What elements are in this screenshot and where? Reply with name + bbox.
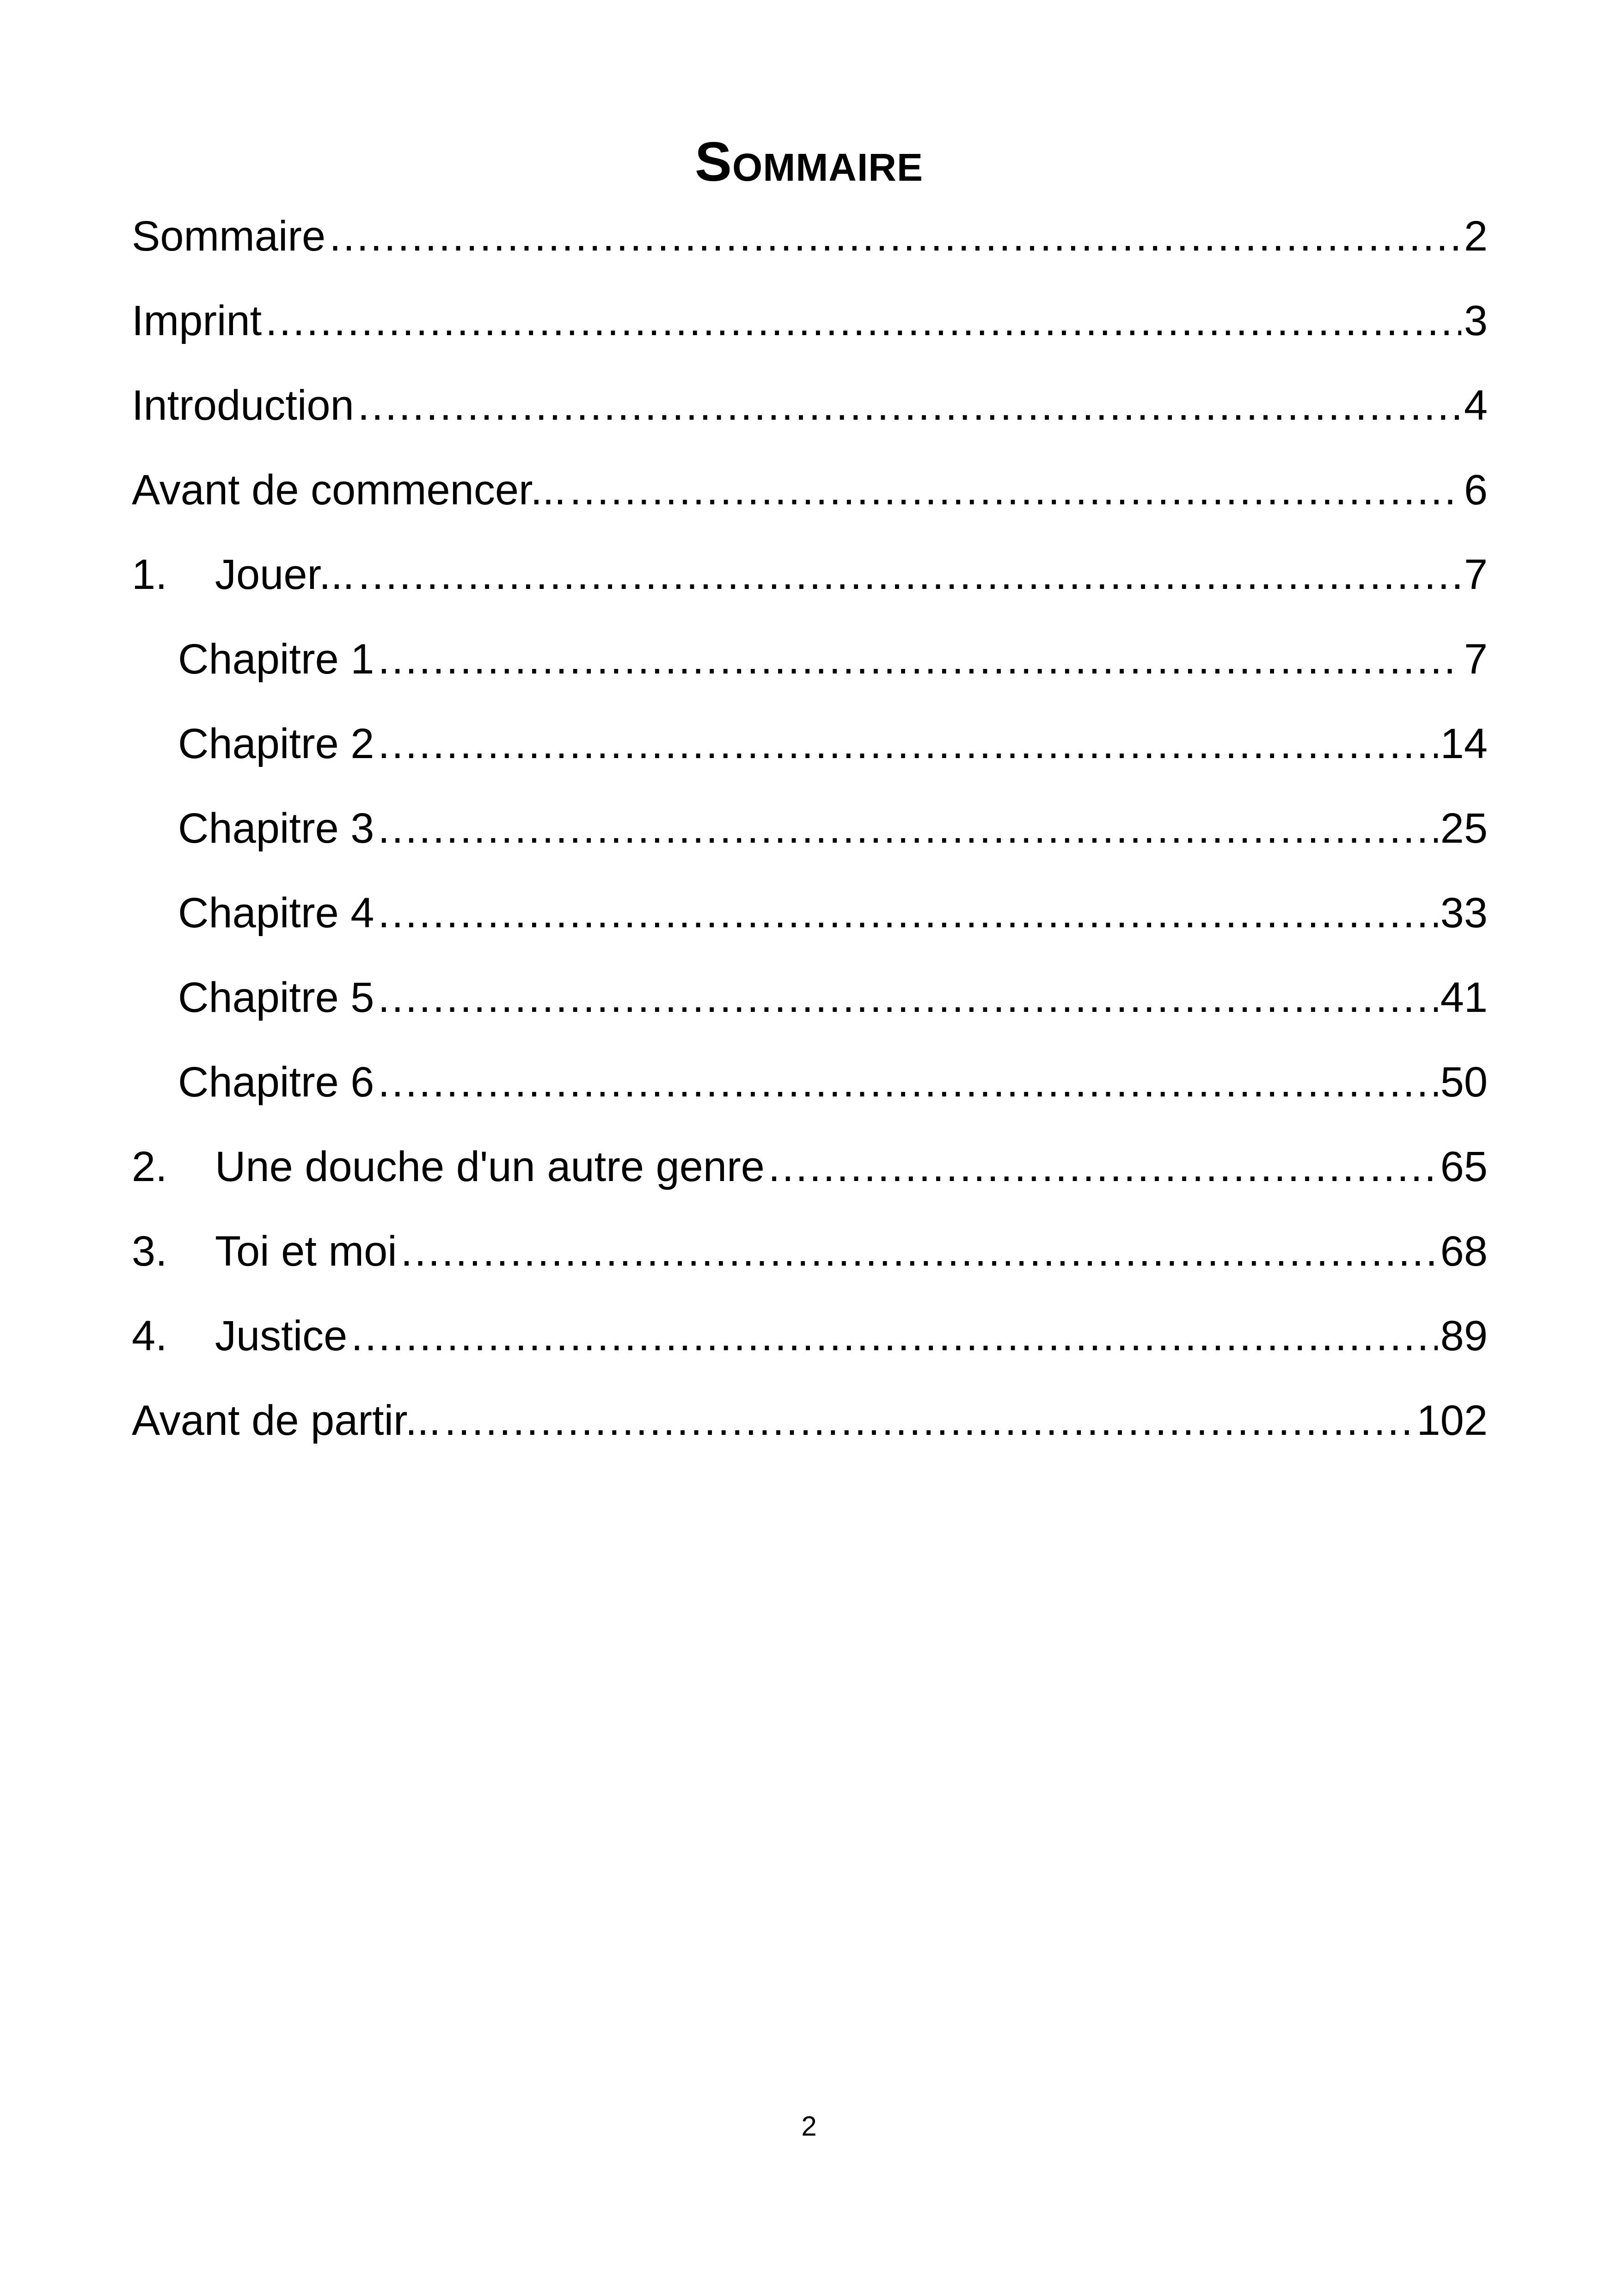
toc-entry[interactable] <box>132 448 1488 533</box>
toc-entry-page: 102 <box>1416 1397 1488 1444</box>
toc-entry-label: Avant de partir... <box>132 1397 441 1444</box>
toc-entry[interactable] <box>132 533 1488 617</box>
toc-entry-page: 41 <box>1440 974 1488 1021</box>
toc-entry-label: Chapitre 5 <box>178 974 374 1021</box>
toc-entry-page: 3 <box>1464 297 1488 344</box>
toc-subentry[interactable] <box>132 955 1488 1040</box>
toc-entry-page: 68 <box>1440 1228 1488 1275</box>
toc-entry-number: 3. <box>132 1228 167 1275</box>
toc-entry-label: Chapitre 4 <box>178 889 374 937</box>
toc-entry-page: 33 <box>1440 889 1488 937</box>
toc-subentry[interactable] <box>132 786 1488 871</box>
toc-dot-leader <box>570 448 1461 533</box>
toc-entry-label: Chapitre 1 <box>178 636 374 683</box>
page-title: Sommaire <box>694 131 923 193</box>
toc-dot-leader <box>401 1209 1438 1294</box>
toc-subentry[interactable] <box>132 1040 1488 1125</box>
toc-entry-label: Avant de commencer... <box>132 466 566 514</box>
toc-entry-page: 89 <box>1440 1312 1488 1359</box>
toc-entry[interactable] <box>132 1378 1488 1463</box>
toc-entry-page: 2 <box>1464 213 1488 260</box>
toc-entry-label: Chapitre 6 <box>178 1059 374 1106</box>
toc-dot-leader <box>378 617 1461 702</box>
toc-entry-label: Sommaire <box>132 213 326 260</box>
toc-entry-label: Introduction <box>132 382 354 429</box>
toc-entry-label: Chapitre 2 <box>178 720 374 767</box>
toc-dot-leader <box>378 955 1437 1040</box>
toc-entry[interactable] <box>132 1294 1488 1378</box>
toc-entry-number: 4. <box>132 1312 167 1359</box>
page-number: 2 <box>801 2111 817 2142</box>
toc-dot-leader <box>378 786 1437 871</box>
toc-entry-page: 7 <box>1464 636 1488 683</box>
toc-entry[interactable] <box>132 279 1488 363</box>
toc-entry[interactable] <box>132 1209 1488 1294</box>
toc-subentry[interactable] <box>132 702 1488 786</box>
toc-dot-leader <box>378 871 1437 955</box>
toc-entry-label: Justice <box>215 1312 348 1359</box>
toc-entry[interactable] <box>132 194 1488 279</box>
toc-entry-page: 65 <box>1440 1143 1488 1190</box>
toc-entry-label: Chapitre 3 <box>178 805 374 852</box>
toc-dot-leader <box>358 363 1461 448</box>
toc-entry[interactable] <box>132 1125 1488 1209</box>
toc-entry[interactable] <box>132 363 1488 448</box>
toc-dot-leader <box>329 194 1461 279</box>
toc-entry-number: 1. <box>132 551 167 598</box>
toc-entry-page: 6 <box>1464 466 1488 514</box>
toc-entry-label: Imprint <box>132 297 262 344</box>
toc-dot-leader <box>378 1040 1437 1125</box>
toc-entry-page: 7 <box>1464 551 1488 598</box>
toc-entry-label: Une douche d'un autre genre <box>215 1143 765 1190</box>
toc-subentry[interactable] <box>132 871 1488 955</box>
toc-entry-number: 2. <box>132 1143 167 1190</box>
toc-dot-leader <box>378 702 1437 786</box>
toc-entry-label: Jouer... <box>215 551 355 598</box>
table-of-contents <box>132 194 1488 1463</box>
toc-dot-leader <box>358 533 1461 617</box>
toc-dot-leader <box>768 1125 1438 1209</box>
toc-entry-page: 14 <box>1440 720 1488 767</box>
toc-dot-leader <box>265 279 1461 363</box>
toc-entry-page: 4 <box>1464 382 1488 429</box>
toc-subentry[interactable] <box>132 617 1488 702</box>
toc-entry-page: 25 <box>1440 805 1488 852</box>
toc-dot-leader <box>444 1378 1414 1463</box>
toc-entry-label: Toi et moi <box>215 1228 397 1275</box>
toc-dot-leader <box>351 1294 1437 1378</box>
toc-entry-page: 50 <box>1440 1059 1488 1106</box>
